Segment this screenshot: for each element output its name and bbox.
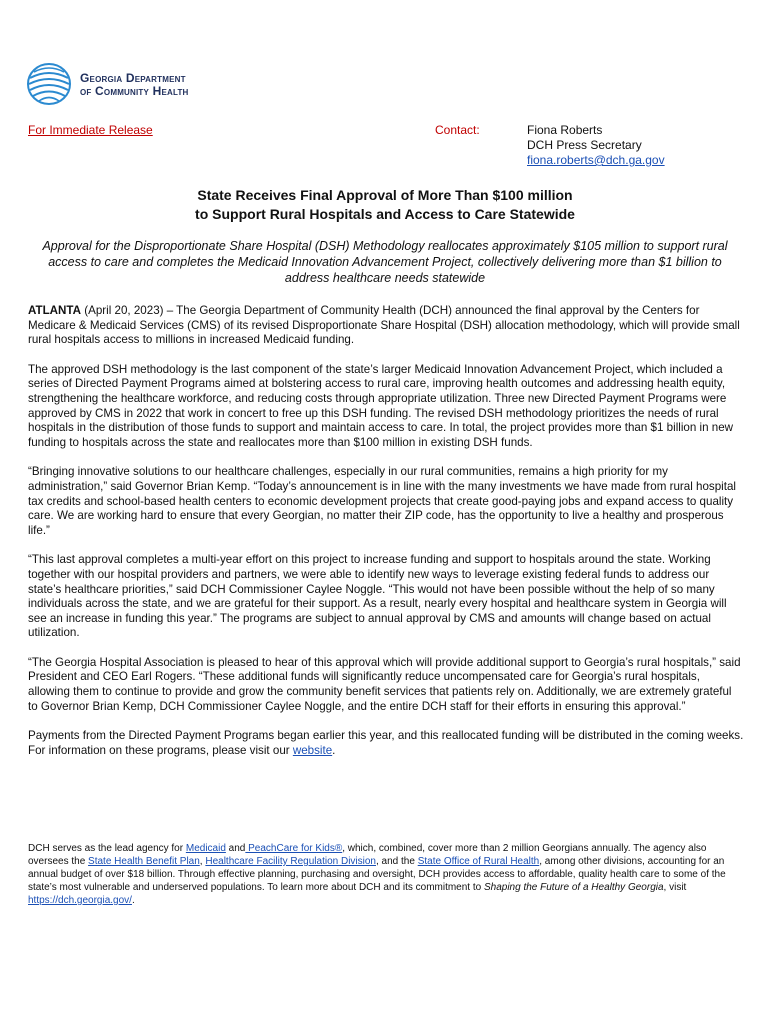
- footer-text-1: DCH serves as the lead agency for: [28, 843, 186, 854]
- boilerplate-footer: [28, 842, 744, 907]
- contact-label: Contact:: [435, 123, 480, 137]
- paragraph-5: “The Georgia Hospital Association is pleased to hear of this approval which will provide additional support to Georgia’s rural hospitals,” said President and CEO Earl Rogers. “These additional funds will significantly reduce uncompensated care for Georgia’s rural hospitals, allowing them to continue to provide and grow the community benefit services that patients rely on. Additionally, we are extremely grateful to Governor Brian Kemp, DCH Commissioner Caylee Noggle, and the entire DCH staff for their efforts in ensuring this approval.”: [28, 655, 741, 713]
- website-link[interactable]: website: [292, 743, 333, 757]
- logo-line-2: of Community Health: [80, 84, 189, 98]
- paragraph-2: The approved DSH methodology is the last component of the state’s larger Medicaid Innovation Advancement Project, which included a series of Directed Payment Programs aimed at bolstering access to rural care, improving health outcomes and addressing health equity, strengthening the healthcare workforce, and reducing costs through appropriate utilization. Three new Directed Payment Programs were approved by CMS in 2022 that work in concert to free up this DSH funding. The revised DSH methodology prioritizes the needs of rural hospitals in the distribution of those funds to support and maintain access to care. In total, the project provides more than $1 billion in new funding to hospitals across the state and reallocates more than $100 million in existing DSH funds.: [28, 362, 734, 449]
- logo-wordmark: [80, 72, 189, 98]
- rural-health-office-link[interactable]: State Office of Rural Health: [417, 856, 540, 867]
- footer-text-3: , which, combined, cover more than 2 million Georgians annually. The agency also oversees the: [28, 843, 707, 867]
- paragraph-6-text: Payments from the Directed Payment Programs began earlier this year, and this reallocated funding will be distributed in the coming weeks. For information on these programs, please visit our: [28, 729, 744, 757]
- page-title: [0, 186, 770, 224]
- state-health-benefit-plan-link[interactable]: State Health Benefit Plan: [88, 856, 200, 867]
- paragraph-1-text: (April 20, 2023) – The Georgia Department of Community Health (DCH) announced the final approval by the Centers for Medicare & Medicaid Services (CMS) of its revised Disproportionate Share Hospital (DSH) allocation methodology, which will provide small rural hospitals access to millions in increased Medicaid funding.: [28, 304, 740, 347]
- contact-name: Fiona Roberts: [527, 123, 603, 137]
- subtitle: Approval for the Disproportionate Share Hospital (DSH) Methodology reallocates approximately $105 million to support rural access to care and completes the Medicaid Innovation Advancement Project, collectively delivering more than $1 billion to address healthcare needs statewide: [42, 239, 728, 285]
- medicaid-link[interactable]: Medicaid: [185, 843, 226, 854]
- footer-text-7: , visit: [663, 882, 687, 893]
- contact-email-link[interactable]: fiona.roberts@dch.ga.gov: [527, 153, 665, 167]
- healthcare-facility-regulation-link[interactable]: Healthcare Facility Regulation Division: [205, 856, 376, 867]
- paragraph-6-end: .: [332, 743, 336, 757]
- dch-site-link[interactable]: https://dch.georgia.gov/: [28, 895, 132, 906]
- release-label: For Immediate Release: [28, 123, 153, 137]
- contact-title: DCH Press Secretary: [527, 138, 642, 152]
- footer-text-4: ,: [199, 856, 206, 867]
- article-body: [28, 304, 744, 773]
- tagline: Shaping the Future of a Healthy Georgia: [483, 882, 664, 893]
- footer-text-2: and: [225, 843, 246, 854]
- paragraph-6: [28, 729, 744, 758]
- title-line-1: State Receives Final Approval of More Than $100 million: [197, 187, 573, 203]
- globe-logo-icon: [25, 60, 75, 108]
- dch-logo: [25, 60, 225, 108]
- title-line-2: to Support Rural Hospitals and Access to Care Statewide: [195, 206, 575, 222]
- paragraph-3: “Bringing innovative solutions to our healthcare challenges, especially in our rural communities, remains a high priority for my administration,” said Governor Brian Kemp. “Today’s announcement is in line with the many investments we have made from rural hospital tax credits and school-based health centers to economic development projects that create good-paying jobs and expand access to quality care. We are working hard to ensure that every Georgian, no matter their ZIP code, has the opportunity to live a healthy and prosperous life.”: [28, 465, 736, 537]
- contact-block: [527, 123, 665, 168]
- paragraph-1: [28, 304, 744, 348]
- footer-text-6: , among other divisions, accounting for an annual budget of over $18 billion. Through effective planning, purchasing and oversight, DCH provides access to affordable, quality health care to some of the state’s most vulnerable and underserved populations. To learn more about DCH and its commitment to: [28, 856, 726, 893]
- logo-line-1: Georgia Department: [80, 71, 186, 85]
- footer-text-5: , and the: [376, 856, 418, 867]
- peachcare-link[interactable]: PeachCare for Kids®: [245, 843, 343, 854]
- footer-text-8: .: [131, 895, 135, 906]
- dateline: ATLANTA: [28, 304, 82, 317]
- paragraph-4: “This last approval completes a multi-year effort on this project to increase funding and support to hospitals around the state. Working together with our hospital providers and partners, we were able to identify new ways to leverage existing federal funds to address our state’s healthcare priorities,” said DCH Commissioner Caylee Noggle. “This would not have been possible without the help of so many individuals across the state, and we are grateful for their support. As a result, nearly every hospital and healthcare system in Georgia will see an increase in funding this year.” The programs are subject to annual approval by CMS and amounts will change based on actual utilization.: [28, 553, 727, 640]
